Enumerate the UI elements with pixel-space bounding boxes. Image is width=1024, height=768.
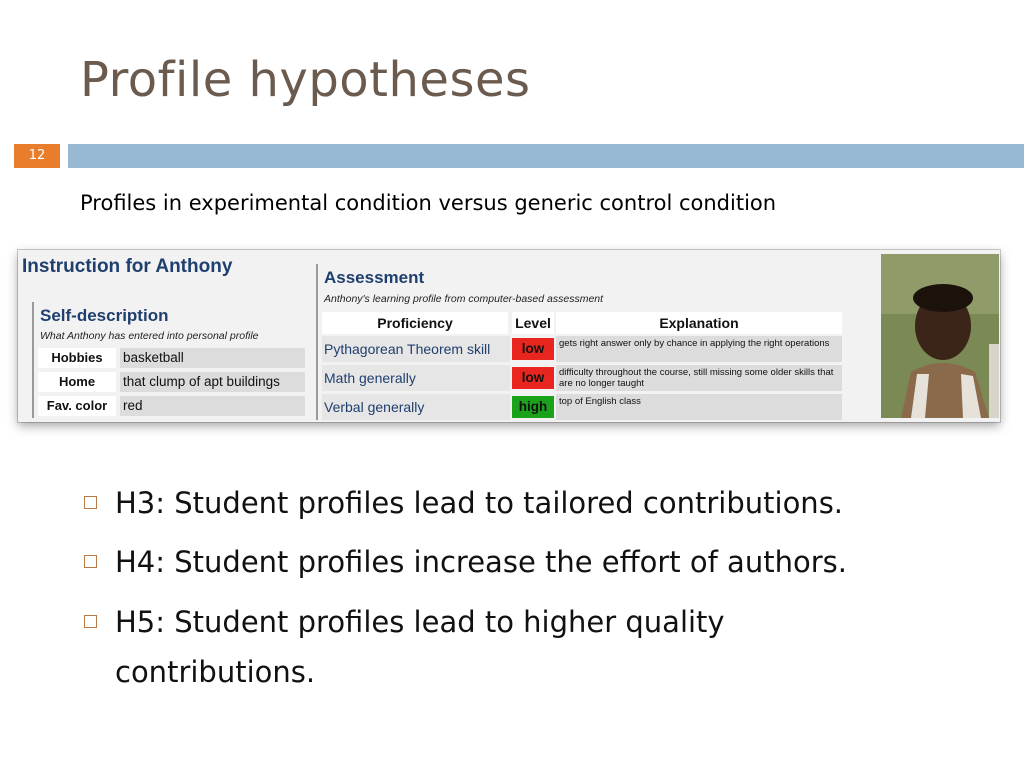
accent-bar [68, 144, 1024, 168]
self-description-section [32, 302, 324, 418]
assessment-title: Assessment [324, 268, 425, 287]
assessment-row [322, 336, 842, 362]
profile-key: Fav. color [38, 396, 116, 416]
level-badge: low [512, 367, 554, 389]
bullet-marker-icon [84, 615, 97, 628]
student-photo-image [881, 254, 999, 418]
profile-row-hobbies [38, 348, 320, 368]
profile-row-home [38, 372, 320, 392]
explanation-cell: difficulty throughout the course, still missing some older skills that are no longer taught [556, 365, 842, 391]
assessment-row [322, 365, 842, 391]
explanation-cell: top of English class [556, 394, 842, 420]
explanation-cell: gets right answer only by chance in applying the right operations [556, 336, 842, 362]
bullet-h5: H5: Student profiles lead to higher quality contributions. [115, 605, 725, 689]
level-badge: high [512, 396, 554, 418]
bullet-h3: H3: Student profiles lead to tailored contributions. [115, 486, 844, 520]
profile-screenshot-panel [18, 250, 1000, 422]
slide-title: Profile hypotheses [80, 52, 531, 108]
level-badge: low [512, 338, 554, 360]
header-level: Level [512, 312, 554, 334]
profile-key: Home [38, 372, 116, 392]
bullet-marker-icon [84, 496, 97, 509]
assessment-section [316, 264, 864, 420]
self-description-note: What Anthony has entered into personal profile [40, 330, 259, 342]
self-description-title: Self-description [40, 306, 169, 325]
profile-row-fav-color [38, 396, 320, 416]
profile-value: red [120, 396, 305, 416]
assessment-row [322, 394, 842, 420]
proficiency-cell: Pythagorean Theorem skill [322, 336, 510, 362]
proficiency-cell: Verbal generally [322, 394, 510, 420]
slide-number: 12 [14, 144, 60, 168]
profile-key: Hobbies [38, 348, 116, 368]
header-proficiency: Proficiency [322, 312, 508, 334]
instruction-title: Instruction for Anthony [22, 256, 233, 277]
profile-value: basketball [120, 348, 305, 368]
bullet-h4: H4: Student profiles increase the effort of authors. [115, 545, 847, 579]
bullet-marker-icon [84, 555, 97, 568]
profile-value: that clump of apt buildings [120, 372, 305, 392]
assessment-note: Anthony's learning profile from computer-based assessment [324, 293, 604, 305]
proficiency-cell: Math generally [322, 365, 510, 391]
slide-subtitle: Profiles in experimental condition versus generic control condition [80, 191, 777, 215]
student-photo [881, 254, 999, 418]
header-explanation: Explanation [556, 312, 842, 334]
